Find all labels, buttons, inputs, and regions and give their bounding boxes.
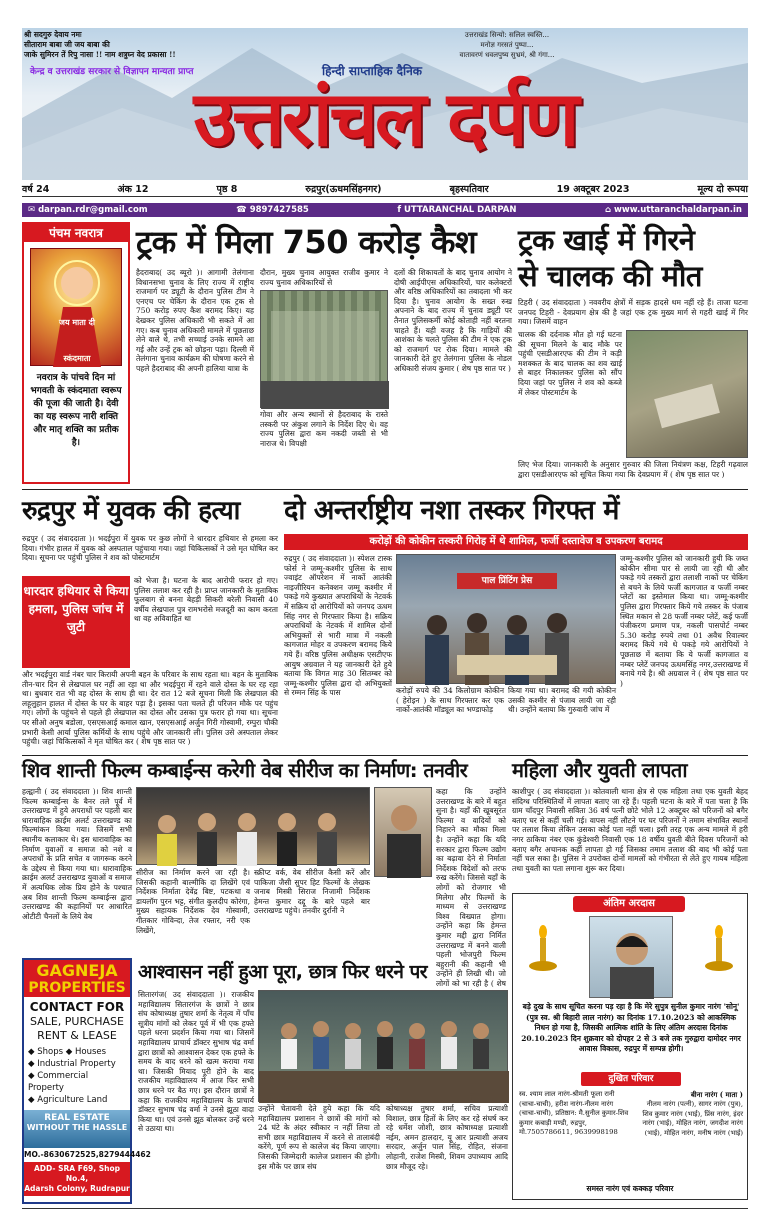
goddess-image	[30, 248, 122, 366]
ad-item-commercial: Commercial Property	[28, 1071, 89, 1093]
students-protest-photo	[258, 990, 508, 1102]
story2-lead: टिहरी ( उद संवाददाता ) नववरीय क्षेत्रों में सड़क हादसे थम नहीं रहे हैं। ताजा घटना जनपद टिहरी - देवप्रयाग क्षेत्र की है जहां एक ट्रक मुख्य मार्ग से गहरी खाई में गिर गया। जिसमें वाहन	[518, 298, 748, 327]
story7-col3: कोषाध्यक्ष तुषार शर्मा, सचिव प्रत्याशी विशाल, छात्र हितों के लिए कर रहे संघर्ष कर रहे धर्मेश जोशी, छात्र कोषाध्यक्ष प्रत्याशी नईम, अमन हालदार, यू आर प्रत्याशी अजय सरदार, अर्जुन पाल सिंह, रोहित, संजना लोहानी, राजेश मिस्त्री, शिवम उपाध्याय आदि छात्र मौजूद रहे।	[386, 1104, 508, 1171]
issue-place: रुद्रपुर(ऊधमसिंहनगर)	[305, 184, 382, 195]
cash-truck-photo	[260, 290, 388, 408]
story4-caption2: किया गया था। बरामद की गयी कोकीन उसकी कश्मीर से पंजाब लायी जा रही थी। उन्होंने बताया कि गुरुवारी जांच में	[508, 686, 616, 714]
family-right: नीलम नारंग (पत्नी), सागर नारंग (पुत्र), शिव कुमार नारंग (भाई), प्रिंस नारंग, इंदर नारंग (भाई), मोहित नारंग, जगदीश नारंग (भाई), मोहित नारंग, मनीष नारंग (भाई)	[642, 1100, 743, 1137]
website-link[interactable]: www.uttaranchaldarpan.in	[614, 205, 742, 215]
story5-col2: सीरीज का निर्माण करने जा रही है। जिसकी कहानी बाल्मीकि दा लिखेंगे एवं निर्देशक निर्माता देवेंद्र बिष्ट, पटकथा व डायलॉग पुरन भट्ट, संगीत कुलदीप कोरंगा, मुख्य सहायक निर्देशक देव गोस्वामी, गीतकार गोविन्दा, तेज रफ्तार, नरी एक लिखेंगे,	[136, 868, 250, 935]
ad-item-shops: Shops	[37, 1047, 64, 1057]
deceased-portrait	[589, 916, 673, 998]
story1-col2: दौरान, मुख्य चुनाव आयुक्त राजीव कुमार ने राज्य चुनाव अधिकारियों से	[260, 268, 388, 287]
masthead-top-right-1: उत्तराखंड सिन्यो: सलिल स्वस्ति...	[464, 31, 550, 39]
ad-item-agriculture: Agriculture Land	[37, 1095, 108, 1105]
contact-bar	[22, 203, 748, 217]
story1-headline: ट्रक में मिला 750 करोड़ कैश	[136, 223, 477, 261]
story7-col2: उन्होंने चेतावनी देते हुये कहा कि यदि महाविद्यालय प्रशासन ने छात्रों की मांगों को 24 घंटे के अंदर स्वीकार न नहीं लिया तो सभी छात्र महाविद्यालय में करने से तालाबंदी करेंगे, पूर्ण रूप से कालेज बंद किया जाएगा। जिसकी जिम्मेदारी कालेज प्रशासन की होगी। इस मौके पर छात्र संघ	[258, 1104, 380, 1171]
page-footer-ornament	[22, 1208, 748, 1216]
story6-text: काशीपुर ( उद संवाददाता )। कोतवाली थाना क्षेत्र से एक महिला तथा एक युवती बेहद संदिग्ध परिस्थितियों में लापता बताए जा रहे हैं। पहली घटना के बारे में पता चला है कि ग्राम चाँदपुर निवासी सविता 36 वर्ष पत्नी छोटे भोले 12 अक्टूबर को परिजनों को बगैर बताए घर से कहीं चली गई। वापस नहीं लौटने पर घर परिजनों ने तमाम संभावित स्थानों पर तलाश किया लेकिन उसका कोई पता नहीं चला। इसी तरह एक अन्य मामले में हरी नगर ठाकिया नंबर एक कुंडेश्वरी निवासी एक 18 वर्षीय युवती बीते दिवस परिजनों को बताए बगैर अचानक कहीं लापता हो गई जिसका तमाम तलाश की बाद भी कोई पता नहीं चल सका है। पुलिस ने उपरोक्त दोनों मामलों को गंभीरता से लेते हुए गायब महिला तथा युवती का पता लगाना शुरू कर दिया।	[512, 787, 748, 873]
ad-slogan-2: WITHOUT THE HASSLE	[26, 1123, 128, 1132]
web-icon: ⌂	[604, 205, 615, 215]
phone-number: 9897427585	[249, 205, 309, 215]
story4-col1: रुद्रपुर ( उद संवाददाता )। स्पेशल टास्क फोर्स ने जम्मू-कश्मीर पुलिस के साथ ज्वाइंट ऑपरेशन में नार्को आतंकी नाइजीरियन कनेक्शन जम्मू कश्मीर में पकड़े गये कुख्यात अपराधियों के नेटवर्क में सक्रिय दो आरोपियों को जनपद ऊधम सिंह नगर से गिरफ्तार किया है। सक्रिय अपराधियों के नेटवर्क में शामिल दोनों अभियुक्तों से भारी मात्रा में नकली कागजात मोहर व उपकरण बरामद किये गये हैं। वरिष्ठ पुलिस अधीक्षक एसटीएफ आयुष अग्रवाल ने यह जानकारी देते हुये बताया कि विगत माह 30 सितम्बर को जम्मू-कश्मीर पुलिस द्वारा दो अभियुक्तों से रम्मन सिंह के पास	[284, 554, 392, 698]
newspaper-title: उत्तरांचल दर्पण	[193, 74, 577, 163]
truck-accident-photo	[626, 330, 748, 458]
family-left: स्व. श्याम लाल नारंग-श्रीमती फूला रानी (चाचा-चाची), हरीश नारंग-नीलम नारंग (चाचा-चाची), प्रतिष्ठान: मै.सुनील कुमार-शिव कुमार कबाड़ी मण्डी, रुद्रपुर, मो.7505786611, 9639998198	[519, 1090, 629, 1136]
issue-price: मूल्य दो रूपया	[697, 184, 748, 195]
story5-headline: शिव शान्ती फिल्म कम्बाईन्स करेगी वेब सीरीज का निर्माण: तनवीर	[22, 759, 468, 782]
story1-col1: हैदराबाद( उद ब्यूरो )। आगामी तेलंगाना विधानसभा चुनाव के लिए राज्य में राष्ट्रीय राजमार्ग पर ड्यूटी के दौरान पुलिस टीम ने एनएच पर चेकिंग के दौरान एक ट्रक से 750 करोड़ रुपए कैश बरामद किए। यह देखकर पुलिस अधिकारी भी सकते में आ गए। कब चुनाव अधिकारी मामले में पूछताछ लेने वाले थे, तभी सच्चाई उनके सामने आ गई और उन्हें ट्रक को छोड़ना पड़ा। दिल्ली में तेलंगाना चुनाव कार्यक्रम की घोषणा करने से पहले हैदराबाद की अपनी हालिया यात्रा के	[136, 268, 254, 373]
print-press-banner: पाल प्रिंटिंग प्रेस	[457, 573, 557, 589]
navratri-box	[22, 222, 130, 484]
issue-number: अंक 12	[117, 184, 149, 195]
story3-body: और भदईपुरा वार्ड नंबर चार किरायी अपनी बहन के परिवार के साथ रहता था। बहन के मुताबिक तीन-चार दिन से लेखपाल घर नहीं आ रहा था और भदईपुरा में रहने वाले दोस्त के घर रह रहा था। बुधवार रात भी वह दोस्त के साथ ही था। देर रात 12 बजे सूचना मिली कि लेखपाल की लहूलुहान हालत में दोस्त के घर के बाहर पड़ा है। इसका पता चलते ही परिजन मौके पर पहुंच गए। लोगों के पहुंचने से पहले ही लेखपाल का दोस्त और उसका पुत्र फरार हो गया था। सूचना पर सीओ अनुष बडोला, एसएसआई कमाल खान, एसएसआई अर्जुन गिरी गोस्वामी, रम्पुरा चौकी प्रभारी केसी आर्या पुलिस कर्मियों के साथ पहुंचे और जानकारी ली। पुलिस उसे अस्पताल लेकर पहुंची। जहां चिकित्सकों ने मृत घोषित कर ( शेष पृष्ठ सात पर )	[22, 670, 278, 747]
story6-headline: महिला और युवती लापता	[512, 758, 688, 782]
film-press-photo	[136, 787, 370, 865]
ad-item-industrial: Industrial Property	[37, 1059, 116, 1069]
ad-contact: CONTACT FOR	[29, 1000, 125, 1014]
ad-address-1: ADD- SRA F69, Shop No.4,	[34, 1164, 120, 1183]
ad-slogan-1: REAL ESTATE	[44, 1113, 110, 1123]
ad-address-2: Adarsh Colony, Rudrapur	[24, 1184, 130, 1193]
story3-lead: रुद्रपुर ( उद संवाददाता )। भदईपुरा में युवक पर कुछ लोगों ने धारदार हथियार से हमला कर दिया। गंभीर हालत में युवक को अस्पताल पहुंचाया गया। जहां चिकित्सकों ने उसे मृत घोषित कर दिया। सूचना पर पहुंची पुलिस ने शव को पोस्टमार्टम	[22, 534, 278, 563]
story2-headline-2: से चालक की मौत	[518, 259, 702, 293]
goddess-icon	[31, 249, 123, 367]
story3-headline: रुद्रपुर में युवक की हत्या	[22, 496, 240, 526]
story4-subhead: करोड़ों की कोकीन तस्करी गिरोह में थे शामिल, फर्जी दस्तावेज व उपकरण बरामद	[284, 534, 748, 550]
issue-pages: पृष्ठ 8	[216, 184, 238, 195]
masthead-top-right-2: मनोज्ञ गरसतं पुष्पा...	[480, 41, 534, 49]
ad-mobile: MO.-8630672525,8279444462	[24, 1150, 151, 1159]
film-writer-portrait	[374, 787, 432, 877]
story2-headline-1: ट्रक खाई में गिरने	[518, 223, 695, 257]
masthead-top-left-3: जाके सुमिरन तें रिपु नासा !! नाम शत्रुघ्न वेद प्रकासा !!	[24, 50, 176, 59]
masthead-top-right-3: वातावरणं धवलपुष्य सुभ्रमं, श्री गंगा...	[459, 51, 555, 59]
email-icon: ✉	[28, 205, 39, 215]
story4-headline: दो अन्तर्राष्ट्रीय नशा तस्कर गिरफ्त में	[284, 495, 619, 526]
obituary-text: बड़े दुख के साथ सूचित करना पड़ रहा है कि मेरे सुपुत्र सुनील कुमार नारंग 'सोनू' (पुत्र स्व. श्री बिहारी लाल नारंग) का दिनांक 17.10.2023 को आकस्मिक निधन हो गया है, जिसकी आत्मिक शांति के लिए अंतिम अरदास दिनांक 20.10.2023 दिन शुक्रवार को दोपहर 2 से 3 बजे तक गुरुद्वारा दामोदर नगर आवास विकास, रुद्रपुर में सम्पन्न होगी।	[521, 1002, 741, 1053]
bullet-icon: ◆	[28, 1071, 38, 1081]
story1-col3: दलों की शिकायतों के बाद चुनाव आयोग ने दोषी आईपीएस अधिकारियों, चार कलेक्टरों और वरिष्ठ अधिकारियों का तबादला भी कर दिया है। चुनाव आयोग के सख्त रुख अपनाने के बाद राज्य में चुनाव ड्यूटी पर तैनात पुलिसकर्मी कोई कोताही नहीं बरतना चाहते हैं। यही वजह है कि गाड़ियों की आशंका के चलते पुलिस की टीम ने एक ट्रक को राजमार्ग पर रोक दिया। मामले की जानकारी देते हुए तेलंगाना पुलिस के नोडल अधिकारी संजय कुमार ( शेष पृष्ठ सात पर )	[394, 268, 512, 373]
masthead-top-left-1: श्री सदगुरु देवाय नमः	[24, 30, 82, 39]
story2-col: चालक की दर्दनाक मौत हो गई घटना की सूचना मिलने के बाद मौके पर पहुंची एसडीआरएफ की टीम ने कड़ी मशक्कत के बाद चालक का शव खाई से बाहर निकालकर पुलिस को सौंप दिया जहां पर पुलिस ने शव को कब्जे में लेकर पोस्टमार्टम के	[518, 330, 622, 397]
story4-caption: करोड़ों रुपये की 34 किलोग्राम कोकीन ( हेरोइन ) के साथ गिरफ्तार कर एक नार्को-आतंकी मॉड्यूल का भण्डाफोड़	[396, 686, 504, 714]
story7-col1: सितारगंज( उद संवाददाता )। राजकीय महाविद्यालय सितारगंज के छात्रों ने छात्र संघ कोषाध्यक्ष तुषार शर्मा के नेतृत्व में पाँच सूत्रीय मांगों को लेकर पूर्व में भी एक हफ्ते पहले धरना प्रदर्शन किया गया था। जिसमें महाविद्यालय प्राचार्य डॉक्टर सुभाष चंद्र वर्मा द्वारा छात्रों को आश्वासन देकर एक हफ्ते के समय के बाद धरने को खत्म कराया गया था। जिसकी मियाद पूरी होने के बाद राजकीय महाविद्यालय में आज फिर सभी छात्र धरने पर बैठ गए। इस दौरान छात्रों ने कहा कि राजकीय महाविद्यालय के प्राचार्य डॉक्टर सुभाष चंद्र वर्मा ने उनसे झूठा वादा किया था। एवं उनसे झूठ बोलकर उन्हें धरने से उठाया था।	[138, 990, 254, 1134]
lamp-icon-right	[699, 924, 739, 974]
ad-deals-1: SALE, PURCHASE	[30, 1015, 124, 1028]
goddess-subcaption: स्कंदमाता	[63, 353, 91, 363]
facebook-icon: f	[397, 205, 404, 215]
issue-day: बृहस्पतिवार	[449, 184, 489, 195]
story4-col-right: जम्मू-कश्मीर पुलिस को जानकारी हुयी कि जब्त कोकीन सीमा पार से लायी जा रही थी और पकड़े गये तस्करों द्वारा तलाशी नाकों पर चेकिंग से बचने के लिये फर्जी कागजात व फर्जी नम्बर प्लेटों का इस्तेमाल किया था। जम्मू-कश्मीर पुलिस द्वारा गिरफ्तार किये गये तस्कर के पंजाब स्थित मकान से 28 फर्जी नम्बर प्लेटें, कई फर्जी पंजीकरण प्रमाण पत्र, नकली पासपोर्ट नम्बर 5.30 करोड़ रुपये तथा 01 अवैध रिवाल्वर बरामद किये गये थे पकड़े गये आरोपियों ने पूछताछ में बताया कि ये फर्जी कागजात व नम्बर प्लेटें जनपद ऊधमसिंह नगर,उत्तराखण्ड में बनाये गये है। श्री अग्रवाल ने ( शेष पृष्ठ सात पर )	[620, 554, 748, 688]
story7-headline: आश्वासन नहीं हुआ पूरा, छात्र फिर धरने पर	[138, 961, 428, 983]
obituary-title: अंतिम अरदास	[573, 896, 685, 912]
story5-col3: स्क्रीप्ट वर्क, वेब सीरीज कैसी करें और पाकिजा जैसी सुपर हिट फिल्मों के लेखक जनाब मिस्त्री सिराज निजामी निर्देशक हेमन्त कुमार दद्दू के बारे पहले बार उत्तराखण्ड पहुंचे। तनवीर दुर्रानी ने	[254, 868, 370, 916]
issue-info-bar	[22, 182, 748, 197]
issue-year: वर्ष 24	[22, 184, 50, 195]
ad-item-houses: Houses	[75, 1047, 107, 1057]
ad-name-1: GAGNEJA	[24, 960, 130, 980]
bullet-icon: ◆	[28, 1047, 38, 1057]
obituary-box	[512, 893, 748, 1200]
ad-deals-2: RENT & LEASE	[37, 1029, 117, 1042]
story3-subhead: धारदार हथियार से किया हमला, पुलिस जांच में जुटी	[22, 576, 130, 668]
goddess-caption: जय माता दी	[59, 317, 95, 327]
story3-col-right: को भेजा है। घटना के बाद आरोपी फरार हो गए। पुलिस तलाश कर रही है। प्राप्त जानकारी के मुताबिक फूलबाग से बनना बेहड़ी सिकरी बरेली निवासी 40 वर्षीय लेखपाल पुत्र रामभरोसे मजदूरी का काम करता था वह अविवाहित था	[134, 576, 278, 624]
facebook-page[interactable]: UTTARANCHAL DARPAN	[404, 205, 517, 215]
navratri-text: नवरात्र के पांचवे दिन मां भगवती के स्कंदमाता स्वरूप की पूजा की जाती है। देवी का यह स्वरूप नारी शक्ति और मातृ शक्ति का प्रतीक है।	[30, 373, 122, 448]
masthead-tagline-right: हिन्दी साप्ताहिक दैनिक	[322, 64, 422, 78]
family-title: दुखित परिवार	[581, 1072, 681, 1086]
bullet-icon: ◆	[63, 1047, 76, 1057]
ad-name-2: PROPERTIES	[24, 980, 130, 997]
story2-tail: लिए भेज दिया। जानकारी के अनुसार गुरुवार की जिला नियंत्रण कक्ष, टिहरी गढ़वाल द्वारा एसडीआरएफ को सूचित किया गया कि देवप्रयाग में ( शेष पृष्ठ सात पर )	[518, 460, 748, 479]
lamp-icon-left	[523, 924, 563, 974]
gagneja-ad	[22, 958, 151, 1204]
whatsapp-icon: ☎	[236, 205, 250, 215]
bullet-icon: ◆	[28, 1095, 38, 1105]
masthead	[22, 28, 748, 180]
story5-col1: हल्द्वानी ( उद संवाददाता )। शिव शान्ती फिल्म कम्बाईन्स के बैनर तले पूर्व में उत्तराखण्ड में हुये अपराधों पर पहली बार धारावाहिक क्राईम अलर्ट उत्तराखण्ड का फिल्मांकन किया गया। जिसमें सभी स्थानीय कलाकार थे। इस धारावाहिक का निर्माण युवाओं व समाज को नशे व अपराधों के प्रति सचेत व जागरूक करने के उद्देश्य से किया गया था। धारावाहिक क्राईम अलर्ट उत्तराखण्ड युवाओं व समाज में अत्यधिक लोक प्रिय होने के पश्चात अब शिव शान्ती फिल्म कम्बाईन्स द्वारा उत्तराखण्ड की कहानियों पर आधारित ओटीटी चैनलों के लिये वेब	[22, 787, 132, 921]
family-right-title: बीना नारंग ( माता )	[690, 1090, 743, 1099]
email-link[interactable]: darpan.rdr@gmail.com	[38, 205, 148, 215]
obituary-footer: समस्त नारंग एवं कक्कड़ परिवार	[586, 1184, 674, 1193]
story1-col2b: गोवा और अन्य स्थानों से हैदराबाद के रास्ते तस्करी पर अंकुश लगाने के निर्देश दिए थे। वह राज्य पुलिस द्वारा कम नकदी जब्ती से भी नाराज थे। विपक्षी	[260, 410, 388, 448]
story5-col4: कहा कि उन्होंने उत्तराखण्ड के बारे में बहुत सुना है। यहाँ की खूबसूरत फिल्मा व वादियों को निहारने का मौका मिला है। उन्होंने कहा कि यदि सरकार द्वारा फिल्म उद्योग का बढ़ावा देने से निर्माता निर्देशक विदेशों को तरफ रुख करेंगे। जिससे यहाँ के लोगों को रोजगार भी मिलेगा और फिल्मों के माध्यम से उत्तराखण्ड विश्व विख्यात होगा। उन्होंने कहा कि हेमन्त कुमार मद्दी द्वारा निर्मित उत्तराखण्ड में बनने वाली पहली भोजपुरी फिल्म बहुरानी की कहानी भी उन्होंने ही लिखी थी। जो लोगों को भा रही है ( शेष	[436, 787, 506, 988]
issue-date: 19 अक्टूबर 2023	[556, 184, 630, 195]
navratri-title: पंचम नवरात्र	[24, 224, 128, 242]
smugglers-arrest-photo	[396, 554, 616, 684]
masthead-top-left-2: सीताराम बाबा जी जय बाबा की	[24, 40, 110, 49]
masthead-tagline-left: केन्द्र व उत्तराखंड सरकार से विज्ञापन मान्यता प्राप्त	[30, 67, 194, 77]
bullet-icon: ◆	[28, 1059, 38, 1069]
